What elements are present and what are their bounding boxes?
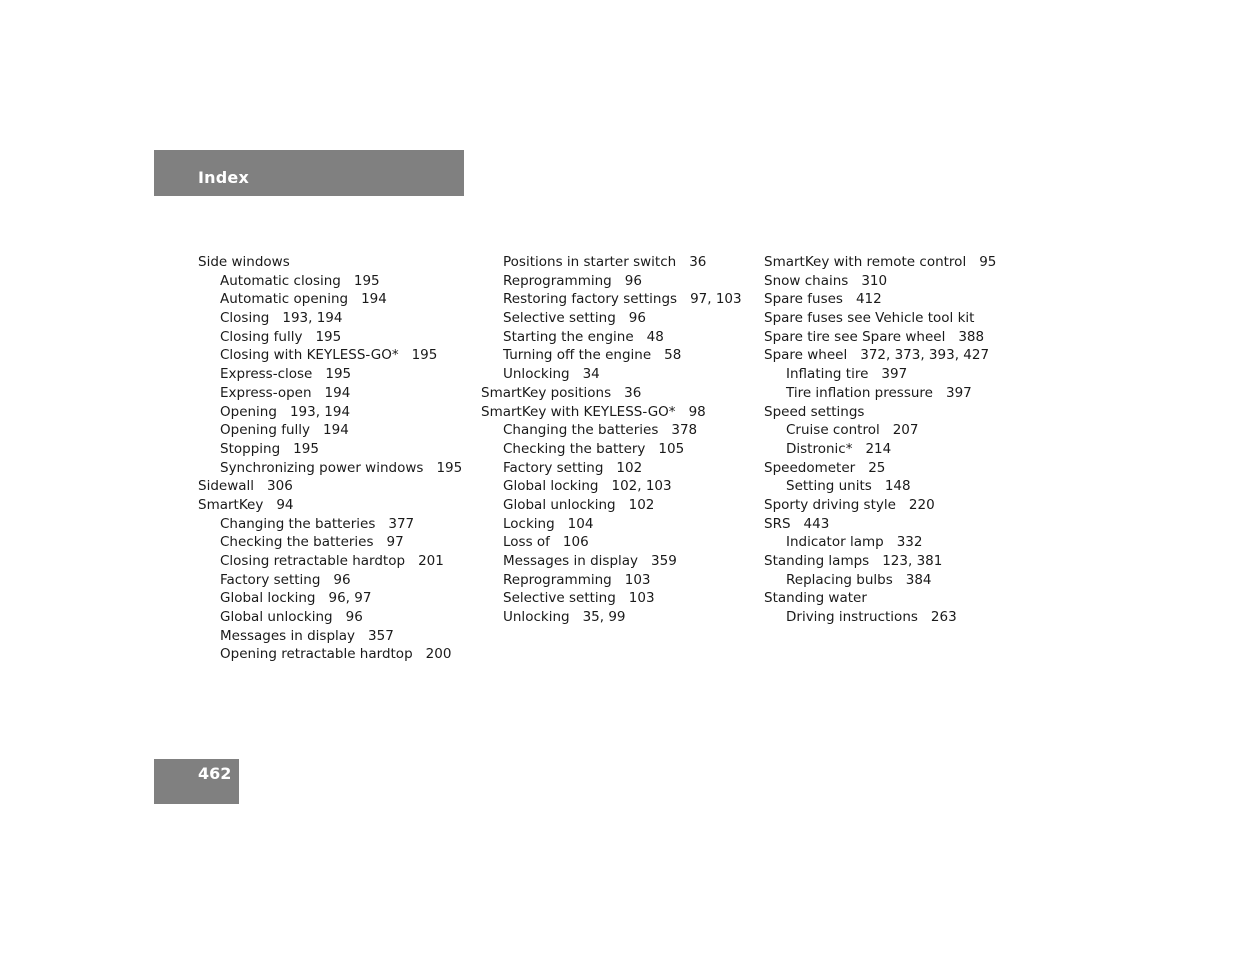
index-term: Spare tire see Spare wheel [764,328,946,345]
index-page-ref: 194 [361,291,387,308]
index-subentry [198,515,462,534]
index-column-2 [481,253,742,627]
index-subentry [198,421,462,440]
index-page-ref: 200 [425,646,452,663]
index-term: Unlocking [503,366,570,383]
index-page-ref: 103 [628,590,655,607]
index-term: Closing [220,310,270,327]
index-page-ref: 35, 99 [582,609,626,626]
index-entry [198,496,462,515]
index-subentry [764,384,996,403]
index-term: Messages in display [220,627,356,644]
index-page-ref: 195 [436,459,463,476]
index-term: Global locking [503,478,599,495]
index-entry [481,403,742,422]
index-subentry [481,589,742,608]
index-page-ref: 194 [324,384,351,401]
index-term: Changing the batteries [503,422,659,439]
index-subentry [764,421,996,440]
index-term: Reprogramming [503,272,612,289]
index-term: Standing lamps [764,553,870,569]
index-page-ref: 397 [945,384,972,401]
index-term: Checking the batteries [220,534,374,551]
index-subentry [481,477,742,496]
index-subentry [198,533,462,552]
header-band [154,150,464,196]
index-entry [764,496,996,515]
index-subentry [198,459,462,478]
index-page-ref: 397 [881,366,908,383]
index-subentry [481,608,742,627]
index-term: SmartKey positions [481,384,612,401]
index-page-ref: 263 [930,609,957,626]
index-term: Global locking [220,590,316,607]
index-term: Changing the batteries [220,515,376,532]
index-page-ref: 58 [664,347,682,364]
index-subentry [481,440,742,459]
index-page-ref: 36 [689,254,707,270]
index-page-ref: 195 [293,440,319,457]
index-entry [764,253,996,272]
index-page-ref: 106 [562,534,589,551]
index-term: Closing with KEYLESS-GO* [220,347,399,364]
index-subentry [481,421,742,440]
index-term: Driving instructions [786,609,918,626]
index-subentry [198,365,462,384]
index-page-ref: 95 [979,254,997,270]
index-page-ref: 384 [905,571,932,588]
index-term: Spare wheel [764,347,848,364]
index-term: Automatic closing [220,272,341,289]
index-page-ref: 123, 381 [882,553,943,569]
index-page-ref: 34 [582,366,600,383]
index-subentry [198,290,462,309]
index-term: Snow chains [764,272,849,289]
index-page-ref: 207 [892,422,919,439]
index-subentry [198,645,462,664]
index-subentry [764,533,996,552]
index-entry [481,384,742,403]
index-subentry [198,627,462,646]
index-entry [764,309,996,328]
index-subentry [481,253,742,272]
index-term: Reprogramming [503,571,612,588]
index-subentry [481,571,742,590]
index-page-ref: 94 [276,496,294,513]
index-term: Sporty driving style [764,496,896,513]
index-term: Cruise control [786,422,880,439]
header-title: Index [198,168,249,187]
index-page-ref: 195 [411,347,438,364]
index-subentry [198,403,462,422]
index-subentry [764,608,996,627]
index-column-3 [764,253,996,627]
index-page-ref: 388 [958,328,985,345]
index-term: Spare fuses see Vehicle tool kit [764,310,975,327]
index-subentry [764,365,996,384]
index-page-ref: 194 [323,422,349,439]
index-term: SmartKey with KEYLESS-GO* [481,403,676,420]
index-entry [764,515,996,534]
index-subentry [198,384,462,403]
index-subentry [198,346,462,365]
index-page-ref: 214 [865,440,892,457]
index-term: Tire inflation pressure [786,384,933,401]
index-page-ref: 332 [896,534,923,551]
index-term: Locking [503,515,555,532]
index-page-ref: 148 [884,478,911,495]
index-page-ref: 102, 103 [611,478,672,495]
index-subentry [198,440,462,459]
index-term: Factory setting [220,571,321,588]
index-term: Speedometer [764,459,856,476]
index-term: Sidewall [198,478,255,495]
index-page-ref: 201 [418,553,444,569]
index-term: Synchronizing power windows [220,459,424,476]
index-page-ref: 195 [353,272,380,289]
index-term: Replacing bulbs [786,571,893,588]
index-entry [198,253,462,272]
index-subentry [481,496,742,515]
index-page-ref: 443 [803,515,830,532]
index-page-ref: 97 [386,534,404,551]
index-subentry [198,552,462,571]
index-page-ref: 377 [388,515,415,532]
index-term: Global unlocking [220,609,333,626]
index-page-ref: 96 [333,571,351,588]
index-subentry [481,290,742,309]
index-page-ref: 378 [671,422,698,439]
index-entry [764,552,996,571]
index-subentry [198,272,462,291]
index-entry [764,290,996,309]
index-term: Messages in display [503,553,639,569]
index-subentry [481,552,742,571]
index-entry [764,328,996,347]
index-entry [764,346,996,365]
index-subentry [481,515,742,534]
index-page-ref: 193, 194 [289,403,351,420]
index-term: Positions in starter switch [503,254,677,270]
index-subentry [198,328,462,347]
index-subentry [481,309,742,328]
index-page-ref: 98 [688,403,706,420]
index-entry [764,272,996,291]
index-subentry [198,571,462,590]
index-subentry [198,608,462,627]
index-subentry [764,477,996,496]
index-term: Standing water [764,590,867,607]
index-term: Speed settings [764,403,865,420]
index-term: Global unlocking [503,496,616,513]
index-term: Starting the engine [503,328,634,345]
index-term: Opening [220,403,277,420]
index-page-ref: 357 [368,627,394,644]
index-subentry [481,272,742,291]
index-term: Distronic* [786,440,853,457]
index-term: Spare fuses [764,291,843,308]
index-term: Side windows [198,254,290,270]
index-term: Closing fully [220,328,303,345]
index-term: Factory setting [503,459,604,476]
index-page-ref: 412 [855,291,882,308]
index-term: SmartKey with remote control [764,254,967,270]
index-page-ref: 220 [908,496,935,513]
index-column-1 [198,253,462,664]
index-term: Loss of [503,534,550,551]
index-page-ref: 25 [868,459,886,476]
index-entry [198,477,462,496]
index-term: Checking the battery [503,440,646,457]
index-term: Express-close [220,366,313,383]
page-number-box [154,759,239,804]
index-subentry [198,589,462,608]
index-subentry [481,365,742,384]
index-term: Opening fully [220,422,311,439]
index-page-ref: 359 [651,553,677,569]
index-subentry [764,440,996,459]
index-term: Turning off the engine [503,347,652,364]
index-entry [764,459,996,478]
index-term: Closing retractable hardtop [220,553,406,569]
index-page-ref: 96, 97 [328,590,372,607]
index-term: SmartKey [198,496,264,513]
index-page-ref: 372, 373, 393, 427 [860,347,990,364]
index-page-ref: 103 [624,571,651,588]
index-page-ref: 310 [861,272,888,289]
index-page-ref: 48 [646,328,664,345]
index-term: SRS [764,515,791,532]
index-subentry [481,346,742,365]
index-term: Selective setting [503,310,616,327]
page-number: 462 [198,764,232,783]
index-page-ref: 105 [658,440,685,457]
index-page-ref: 104 [567,515,594,532]
index-term: Inflating tire [786,366,869,383]
index-term: Selective setting [503,590,616,607]
index-page-ref: 36 [624,384,642,401]
index-page-ref: 306 [267,478,293,495]
index-subentry [198,309,462,328]
index-page-ref: 97, 103 [690,291,742,308]
index-term: Indicator lamp [786,534,884,551]
index-page-ref: 96 [345,609,363,626]
index-term: Stopping [220,440,281,457]
index-entry [764,589,996,608]
index-page-ref: 102 [616,459,643,476]
index-subentry [481,459,742,478]
index-page-ref: 96 [628,310,646,327]
index-term: Setting units [786,478,872,495]
index-term: Restoring factory settings [503,291,678,308]
index-term: Unlocking [503,609,570,626]
index-page-ref: 195 [325,366,352,383]
index-entry [764,403,996,422]
index-page-ref: 193, 194 [282,310,343,327]
index-page-ref: 96 [624,272,642,289]
index-term: Opening retractable hardtop [220,646,413,663]
index-term: Express-open [220,384,312,401]
index-page-ref: 195 [315,328,342,345]
index-subentry [764,571,996,590]
index-page-ref: 102 [628,496,655,513]
index-subentry [481,328,742,347]
index-term: Automatic opening [220,291,349,308]
index-subentry [481,533,742,552]
